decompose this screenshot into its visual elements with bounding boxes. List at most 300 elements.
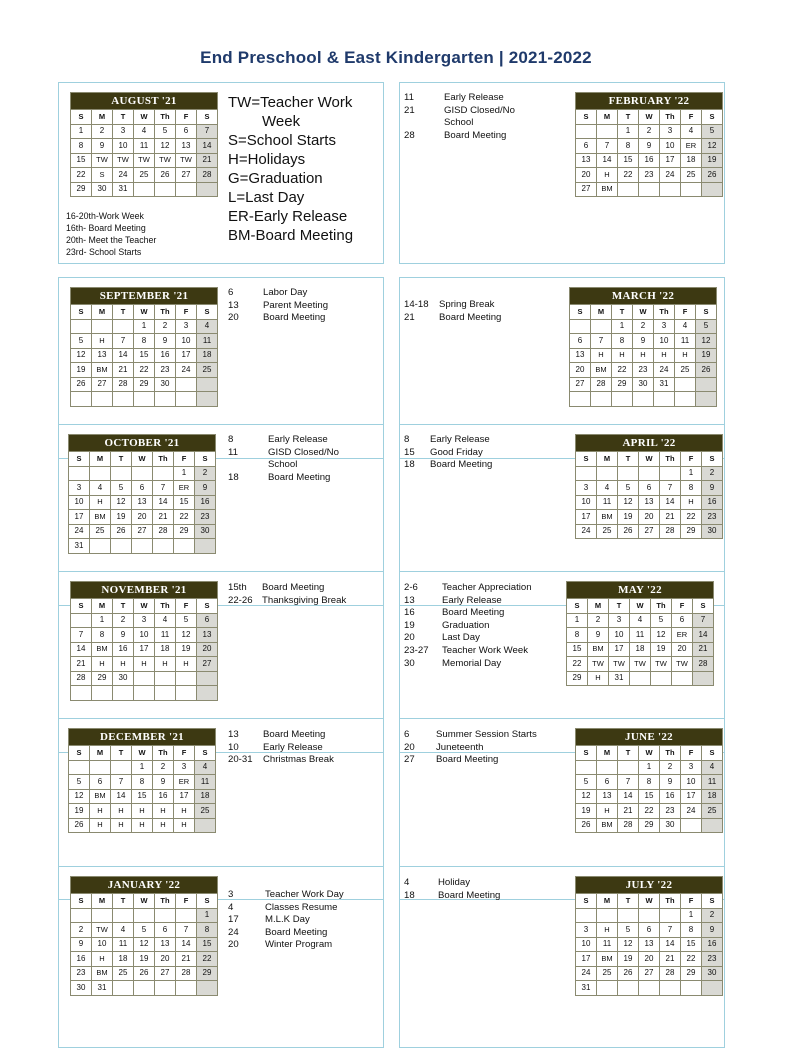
day-cell [92, 908, 113, 923]
day-cell: 6 [132, 481, 153, 496]
event-item [404, 890, 500, 903]
day-cell [570, 392, 591, 407]
event-date: 6 [228, 287, 234, 298]
event-item [228, 300, 328, 313]
day-cell: 22 [681, 952, 702, 967]
event-label: Thanksgiving Break [262, 594, 347, 606]
day-cell: 29 [681, 524, 702, 539]
day-cell: 20 [155, 952, 176, 967]
event-item [228, 729, 334, 742]
week-row [570, 392, 717, 407]
day-cell: H [134, 657, 155, 672]
day-cell: 21 [618, 804, 639, 819]
event-item [404, 312, 501, 325]
day-cell [197, 671, 218, 686]
day-cell: H [90, 818, 111, 833]
weekday-label: M [591, 305, 612, 320]
week-row [71, 628, 218, 643]
day-cell: 17 [69, 510, 90, 525]
week-row [71, 937, 218, 952]
day-cell: 16 [639, 153, 660, 168]
day-cell: 22 [612, 363, 633, 378]
day-cell [675, 377, 696, 392]
event-label: Board Meeting [442, 607, 505, 619]
day-cell: 9 [702, 481, 723, 496]
day-cell: H [675, 348, 696, 363]
month-name: JUNE '22 [576, 729, 723, 746]
note-item: 16-20th-Work Week [66, 211, 144, 221]
day-cell: 3 [174, 760, 195, 775]
day-cell: BM [597, 818, 618, 833]
event-list [404, 299, 501, 324]
day-cell: 26 [71, 377, 92, 392]
day-cell: H [597, 923, 618, 938]
day-cell: 3 [576, 923, 597, 938]
day-cell: 23 [633, 363, 654, 378]
day-cell: BM [597, 510, 618, 525]
day-cell [197, 377, 218, 392]
weekday-label: S [576, 452, 597, 467]
event-item [404, 645, 532, 658]
week-row [570, 377, 717, 392]
day-cell: 5 [651, 613, 672, 628]
day-cell: 13 [570, 348, 591, 363]
weekday-label: Th [660, 894, 681, 909]
day-cell: 22 [71, 168, 92, 183]
event-label: Board Meeting [436, 754, 499, 766]
day-cell: 25 [702, 804, 723, 819]
event-item [404, 632, 532, 645]
event-date: 6 [404, 729, 410, 740]
day-cell: 18 [195, 789, 216, 804]
week-row [71, 966, 218, 981]
event-item [228, 914, 344, 927]
day-cell: H [681, 495, 702, 510]
day-cell [660, 981, 681, 996]
event-item [404, 620, 532, 633]
week-row [69, 539, 216, 554]
day-cell: 7 [71, 628, 92, 643]
day-cell: 28 [660, 966, 681, 981]
event-label: Board Meeting [444, 129, 507, 141]
event-item [228, 582, 346, 595]
day-cell: 6 [672, 613, 693, 628]
month-calendar [575, 728, 723, 833]
event-label: Board Meeting [430, 459, 493, 471]
week-row [567, 613, 714, 628]
weekday-label: Th [153, 452, 174, 467]
day-cell: 9 [639, 139, 660, 154]
day-cell: 12 [69, 789, 90, 804]
week-row [570, 334, 717, 349]
day-cell: 9 [660, 775, 681, 790]
event-label: Early Release [442, 594, 502, 606]
month-name: OCTOBER '21 [69, 435, 216, 452]
event-item [404, 658, 532, 671]
august-notes [66, 210, 156, 258]
event-date: 20 [404, 741, 415, 753]
day-cell: 30 [633, 377, 654, 392]
legend-item: G=Graduation [228, 170, 323, 187]
week-row [71, 348, 218, 363]
day-cell: H [111, 818, 132, 833]
day-cell: H [113, 657, 134, 672]
weekday-label: F [176, 305, 197, 320]
month-name: MAY '22 [567, 582, 714, 599]
day-cell: 5 [618, 923, 639, 938]
day-cell: 16 [153, 789, 174, 804]
day-cell: 13 [639, 937, 660, 952]
event-list [404, 582, 532, 670]
day-cell: 9 [588, 628, 609, 643]
day-cell: 19 [134, 952, 155, 967]
day-cell: 8 [639, 775, 660, 790]
day-cell: 6 [570, 334, 591, 349]
day-cell [675, 392, 696, 407]
week-row [69, 789, 216, 804]
event-date: 18 [228, 471, 239, 483]
event-list [228, 287, 328, 325]
month-name: JULY '22 [576, 877, 723, 894]
weekday-label: W [633, 305, 654, 320]
day-cell: 17 [174, 789, 195, 804]
event-date: 19 [404, 619, 415, 631]
day-cell [134, 981, 155, 996]
event-item [404, 877, 500, 890]
day-cell: 18 [681, 153, 702, 168]
day-cell: 7 [693, 613, 714, 628]
event-item [404, 742, 537, 755]
weekday-label: T [618, 452, 639, 467]
weekday-label: M [597, 894, 618, 909]
day-cell: 30 [702, 966, 723, 981]
month-calendar [70, 92, 218, 197]
day-cell: 28 [71, 671, 92, 686]
day-cell: 24 [113, 168, 134, 183]
day-cell: 7 [197, 124, 218, 139]
month-calendar [566, 581, 714, 686]
day-cell [591, 392, 612, 407]
event-date: 30 [404, 657, 415, 669]
day-cell: 21 [71, 657, 92, 672]
day-cell: 30 [660, 818, 681, 833]
weekday-label: F [681, 746, 702, 761]
weekday-label: S [570, 305, 591, 320]
week-row [567, 671, 714, 686]
day-cell: 28 [618, 818, 639, 833]
event-date: 14-18 [404, 299, 429, 310]
day-cell: 1 [134, 319, 155, 334]
day-cell: 7 [153, 481, 174, 496]
week-row [71, 686, 218, 701]
day-cell: 30 [195, 524, 216, 539]
note-item: 20th- Meet the Teacher [66, 235, 157, 245]
event-label: GISD Closed/No [268, 446, 339, 458]
event-item [228, 447, 339, 460]
day-cell: H [153, 818, 174, 833]
day-cell: 25 [597, 524, 618, 539]
day-cell [176, 981, 197, 996]
day-cell: BM [90, 510, 111, 525]
week-row [576, 966, 723, 981]
day-cell [134, 686, 155, 701]
day-cell: 5 [618, 481, 639, 496]
day-cell: 13 [132, 495, 153, 510]
day-cell: 7 [591, 334, 612, 349]
day-cell: 17 [660, 153, 681, 168]
day-cell: 3 [113, 124, 134, 139]
legend-item: Week [262, 113, 301, 130]
day-cell: 16 [702, 937, 723, 952]
month-header-row [576, 877, 723, 894]
month-header-row [69, 729, 216, 746]
weekday-label: Th [660, 746, 681, 761]
event-label: Early Release [263, 741, 323, 753]
day-cell: 24 [576, 966, 597, 981]
event-label: School [268, 459, 298, 471]
day-cell: 26 [702, 168, 723, 183]
month-header-row [71, 582, 218, 599]
day-cell: 29 [681, 966, 702, 981]
day-cell: 12 [618, 937, 639, 952]
day-cell: 31 [113, 182, 134, 197]
day-cell: 12 [176, 628, 197, 643]
weekday-label: Th [155, 305, 176, 320]
day-cell: 27 [570, 377, 591, 392]
day-cell: 25 [113, 966, 134, 981]
weekday-label: T [113, 110, 134, 125]
day-cell: H [633, 348, 654, 363]
day-cell: 8 [567, 628, 588, 643]
day-cell: ER [174, 775, 195, 790]
day-cell: 16 [195, 495, 216, 510]
day-cell [92, 319, 113, 334]
day-cell: 19 [618, 510, 639, 525]
day-cell: 6 [597, 775, 618, 790]
day-cell: 24 [681, 804, 702, 819]
day-cell [597, 124, 618, 139]
page-title: End Preschool & East Kindergarten | 2021-2022 [200, 48, 592, 67]
day-cell: H [132, 818, 153, 833]
day-cell: 29 [197, 966, 218, 981]
event-label: Parent Meeting [263, 299, 329, 311]
day-cell: 29 [567, 671, 588, 686]
day-cell [612, 392, 633, 407]
day-cell: 16 [113, 642, 134, 657]
day-cell [702, 981, 723, 996]
event-item [404, 754, 537, 767]
day-cell: TW [155, 153, 176, 168]
weekday-label: Th [654, 305, 675, 320]
week-row [69, 760, 216, 775]
week-row [576, 510, 723, 525]
day-cell: H [174, 804, 195, 819]
event-date [228, 459, 268, 472]
day-cell: 4 [134, 124, 155, 139]
event-date: 20 [228, 939, 239, 951]
day-cell [132, 466, 153, 481]
weekday-row [576, 746, 723, 761]
day-cell: 21 [176, 952, 197, 967]
day-cell [111, 539, 132, 554]
day-cell: 15 [618, 153, 639, 168]
event-date: 20 [228, 312, 239, 324]
day-cell: 15 [197, 937, 218, 952]
day-cell: 16 [660, 789, 681, 804]
legend-item: ER-Early Release [228, 208, 348, 225]
day-cell: 29 [612, 377, 633, 392]
day-cell: H [597, 804, 618, 819]
day-cell: 20 [639, 510, 660, 525]
day-cell: 18 [702, 789, 723, 804]
day-cell: 21 [113, 363, 134, 378]
weekday-label: Th [155, 599, 176, 614]
day-cell: 19 [651, 642, 672, 657]
week-row [576, 981, 723, 996]
event-item [404, 130, 515, 143]
day-cell: TW [92, 923, 113, 938]
event-item [228, 742, 334, 755]
day-cell: 28 [176, 966, 197, 981]
day-cell: 2 [153, 760, 174, 775]
day-cell: TW [134, 153, 155, 168]
day-cell [660, 908, 681, 923]
day-cell: 15 [134, 348, 155, 363]
weekday-label: S [702, 746, 723, 761]
weekday-label: S [71, 305, 92, 320]
week-row [71, 319, 218, 334]
weekday-label: Th [660, 110, 681, 125]
weekday-label: S [693, 599, 714, 614]
weekday-label: S [71, 599, 92, 614]
day-cell: 10 [660, 139, 681, 154]
day-cell: 5 [155, 124, 176, 139]
day-cell: 27 [576, 182, 597, 197]
day-cell: 10 [69, 495, 90, 510]
event-label: Board Meeting [268, 471, 331, 483]
day-cell: 25 [681, 168, 702, 183]
day-cell: 10 [92, 937, 113, 952]
week-row [567, 657, 714, 672]
day-cell [174, 539, 195, 554]
month-name: SEPTEMBER '21 [71, 288, 218, 305]
day-cell: TW [651, 657, 672, 672]
week-row [71, 124, 218, 139]
weekday-label: T [618, 110, 639, 125]
day-cell [155, 392, 176, 407]
day-cell: 19 [71, 363, 92, 378]
weekday-row [69, 452, 216, 467]
day-cell: 14 [71, 642, 92, 657]
day-cell: 13 [597, 789, 618, 804]
day-cell [570, 319, 591, 334]
day-cell: 8 [197, 923, 218, 938]
week-row [69, 775, 216, 790]
day-cell: 27 [197, 657, 218, 672]
day-cell: 25 [134, 168, 155, 183]
weekday-label: S [702, 894, 723, 909]
day-cell: 25 [197, 363, 218, 378]
weekday-label: T [111, 746, 132, 761]
day-cell: 30 [155, 377, 176, 392]
day-cell [618, 182, 639, 197]
day-cell: 4 [630, 613, 651, 628]
day-cell: 21 [153, 510, 174, 525]
weekday-row [69, 746, 216, 761]
month-calendar [68, 728, 216, 833]
day-cell: 14 [153, 495, 174, 510]
day-cell: 12 [702, 139, 723, 154]
day-cell: TW [176, 153, 197, 168]
week-row [576, 908, 723, 923]
day-cell: ER [174, 481, 195, 496]
week-row [71, 334, 218, 349]
day-cell: 11 [597, 495, 618, 510]
day-cell: 4 [155, 613, 176, 628]
day-cell: 25 [90, 524, 111, 539]
weekday-label: F [174, 746, 195, 761]
day-cell: 19 [702, 153, 723, 168]
day-cell [597, 981, 618, 996]
event-label: Teacher Work Week [442, 644, 529, 656]
day-cell [176, 377, 197, 392]
weekday-label: M [92, 599, 113, 614]
day-cell [90, 466, 111, 481]
day-cell [153, 466, 174, 481]
day-cell: 5 [111, 481, 132, 496]
event-list [228, 434, 339, 484]
day-cell: H [132, 804, 153, 819]
day-cell: 9 [113, 628, 134, 643]
week-row [69, 804, 216, 819]
weekday-label: T [113, 305, 134, 320]
day-cell: H [111, 804, 132, 819]
event-label: Juneteenth [436, 741, 484, 753]
week-row [71, 908, 218, 923]
day-cell: 10 [134, 628, 155, 643]
day-cell: 6 [90, 775, 111, 790]
day-cell: 21 [660, 510, 681, 525]
day-cell [71, 319, 92, 334]
day-cell [696, 392, 717, 407]
event-item [404, 92, 515, 105]
day-cell: 14 [113, 348, 134, 363]
day-cell [176, 908, 197, 923]
day-cell: TW [630, 657, 651, 672]
day-cell: 30 [92, 182, 113, 197]
weekday-label: W [639, 746, 660, 761]
day-cell: 21 [693, 642, 714, 657]
day-cell [591, 319, 612, 334]
event-label: M.L.K Day [265, 914, 310, 926]
day-cell: 3 [576, 481, 597, 496]
day-cell [71, 908, 92, 923]
day-cell: H [591, 348, 612, 363]
day-cell: 28 [591, 377, 612, 392]
day-cell: 24 [176, 363, 197, 378]
day-cell: 5 [576, 775, 597, 790]
day-cell [113, 908, 134, 923]
month-name: MARCH '22 [570, 288, 717, 305]
day-cell: 18 [197, 348, 218, 363]
weekday-label: M [92, 894, 113, 909]
week-row [71, 642, 218, 657]
event-item [228, 927, 344, 940]
day-cell [702, 182, 723, 197]
weekday-row [576, 894, 723, 909]
day-cell: 23 [660, 804, 681, 819]
day-cell [693, 671, 714, 686]
